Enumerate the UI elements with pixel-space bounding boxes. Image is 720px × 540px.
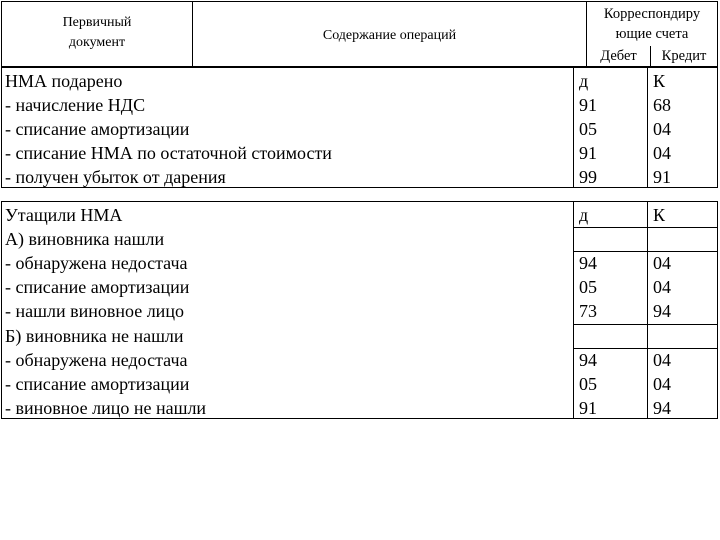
row-text: - списание амортизации — [5, 374, 190, 394]
row-debit: 91 — [579, 95, 597, 115]
table-row — [2, 141, 717, 165]
block-donated — [1, 67, 718, 188]
row-text: - списание НМА по остаточной стоимости — [5, 143, 332, 163]
header-accounts-line1: Корреспондиру — [603, 6, 701, 22]
row-debit: 05 — [579, 119, 597, 139]
row-text: - списание амортизации — [5, 119, 190, 139]
row-credit: 04 — [653, 277, 671, 297]
table-row — [2, 165, 717, 189]
table-header — [1, 1, 718, 67]
row-text: А) виновника нашли — [5, 229, 165, 249]
row-credit: 91 — [653, 167, 671, 187]
row-credit: К — [653, 71, 666, 91]
header-accounts-line2: ющие счета — [615, 26, 689, 42]
row-credit: 94 — [653, 301, 671, 321]
row-credit: 68 — [653, 95, 671, 115]
row-debit: 94 — [579, 253, 597, 273]
table-row — [2, 117, 717, 141]
row-text: - обнаружена недостача — [5, 253, 188, 273]
row-credit: 04 — [653, 374, 671, 394]
table-row — [2, 299, 717, 323]
row-text: - списание амортизации — [5, 277, 190, 297]
row-credit: 04 — [653, 143, 671, 163]
row-debit: 91 — [579, 143, 597, 163]
table-row — [2, 372, 717, 396]
table-row — [2, 348, 717, 372]
row-text: - получен убыток от дарения — [5, 167, 226, 187]
table-row — [2, 396, 717, 420]
table-row — [2, 275, 717, 299]
row-text: НМА подарено — [5, 71, 123, 91]
row-text: - нашли виновное лицо — [5, 301, 184, 321]
row-text: - обнаружена недостача — [5, 350, 188, 370]
row-text: - начисление НДС — [5, 95, 146, 115]
row-debit: 91 — [579, 398, 597, 418]
header-doc-line1: Первичный — [62, 15, 132, 30]
row-credit: 04 — [653, 119, 671, 139]
row-text: Утащили НМА — [5, 205, 123, 225]
header-accounts — [587, 2, 717, 66]
header-accounts-title — [587, 4, 717, 44]
header-primary-document — [2, 2, 193, 66]
table-row — [2, 69, 717, 93]
row-debit: д — [579, 205, 589, 225]
row-text: - виновное лицо не нашли — [5, 398, 207, 418]
header-operations: Содержание операций — [193, 2, 587, 66]
row-debit: 99 — [579, 167, 597, 187]
table-row — [2, 203, 717, 227]
table-row — [2, 251, 717, 275]
row-credit: К — [653, 205, 666, 225]
row-debit: 94 — [579, 350, 597, 370]
row-debit: 05 — [579, 277, 597, 297]
row-debit: 73 — [579, 301, 597, 321]
row-debit: 05 — [579, 374, 597, 394]
row-credit: 04 — [653, 350, 671, 370]
table-row — [2, 227, 717, 251]
row-debit: д — [579, 71, 589, 91]
row-text: Б) виновника не нашли — [5, 326, 184, 346]
header-credit: Кредит — [661, 48, 707, 64]
header-debit: Дебет — [587, 46, 651, 66]
row-credit: 04 — [653, 253, 671, 273]
block-stolen — [1, 201, 718, 419]
table-row — [2, 324, 717, 348]
table-row — [2, 93, 717, 117]
header-doc-line2: документ — [68, 35, 126, 50]
row-credit: 94 — [653, 398, 671, 418]
